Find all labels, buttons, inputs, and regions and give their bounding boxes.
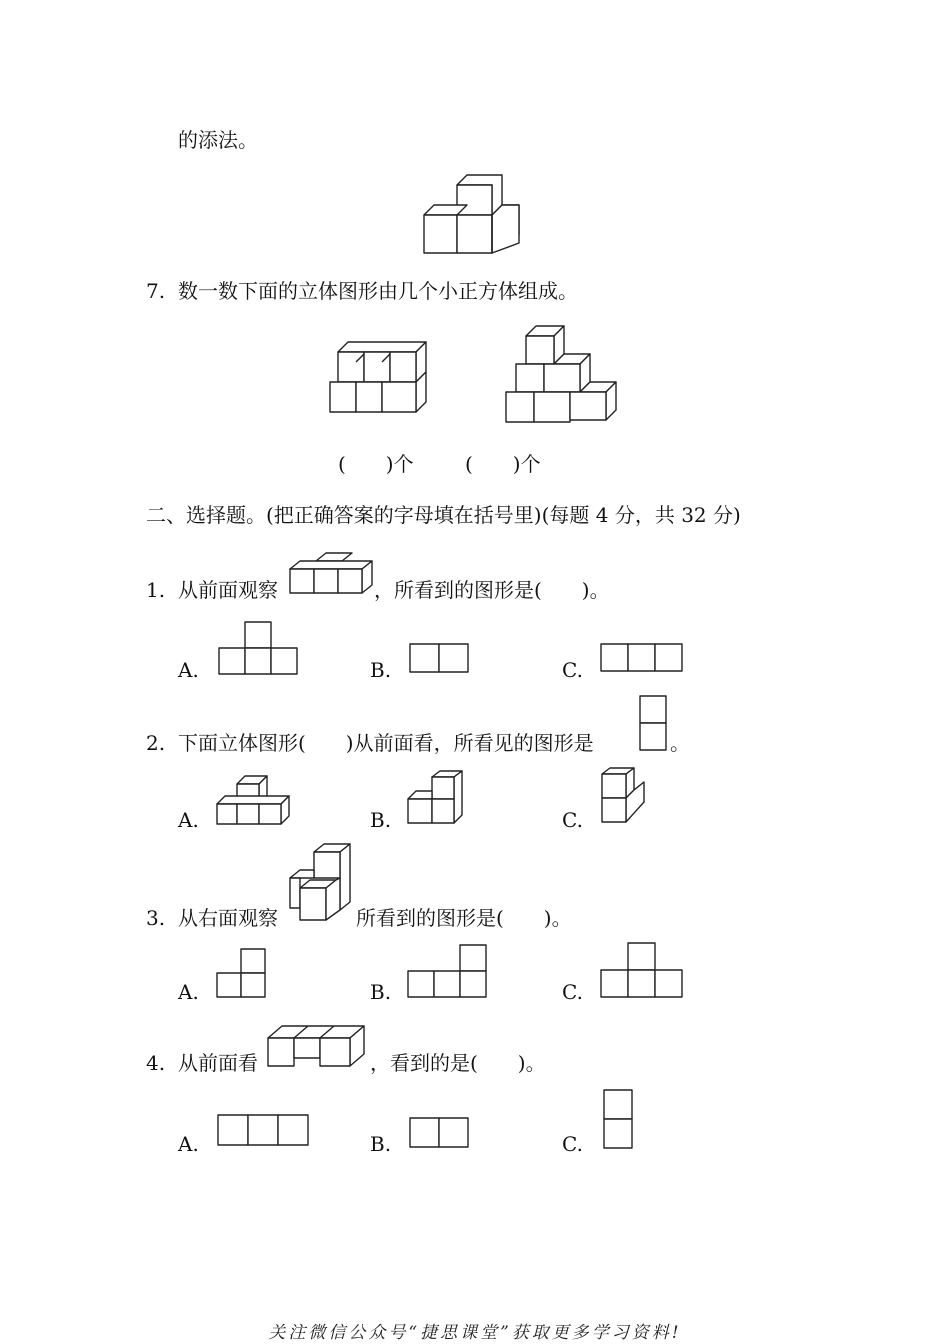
q1-option-a-figure [218, 620, 302, 676]
q2-question-figure [638, 694, 670, 754]
q3-option-b[interactable]: B. [370, 980, 392, 1004]
q3-text-before: 从右面观察 [178, 906, 278, 930]
q2-option-a[interactable]: A. [178, 808, 199, 832]
q4-option-c-figure [602, 1088, 634, 1152]
q4-option-a[interactable]: A. [178, 1132, 199, 1156]
q1-question-figure [288, 551, 378, 595]
q1-text-after: ，所看到的图形是( )。 [374, 578, 610, 602]
q2-option-b[interactable]: B. [370, 808, 392, 832]
q4-option-b-figure [409, 1116, 471, 1150]
intro-line: 的添法。 [178, 128, 258, 152]
q4-question-figure [266, 1022, 370, 1070]
q7-text: 数一数下面的立体图形由几个小正方体组成。 [178, 279, 578, 303]
q2-text-after: 。 [670, 731, 690, 755]
q7-left-cube-figure [328, 342, 432, 416]
q3-question-figure [288, 842, 356, 924]
q2-option-a-figure [215, 774, 293, 826]
q4-option-a-figure [217, 1113, 313, 1149]
q3-option-c[interactable]: C. [562, 980, 583, 1004]
q3-option-b-figure [408, 943, 490, 999]
q2-number: 2. [146, 731, 166, 755]
intro-cube-figure [422, 175, 522, 257]
q1-number: 1. [146, 578, 166, 602]
q4-text-before: 从前面看 [178, 1051, 258, 1075]
q7-right-cube-figure [504, 326, 619, 432]
q3-text-after: 所看到的图形是( )。 [356, 906, 572, 930]
q1-option-c[interactable]: C. [562, 658, 583, 682]
q1-option-c-figure [600, 642, 686, 674]
q3-option-a[interactable]: A. [178, 980, 199, 1004]
q7-blank-right[interactable]: ( )个 [465, 452, 541, 476]
q4-text-after: ，看到的是( )。 [370, 1051, 546, 1075]
q1-option-b-figure [409, 642, 471, 674]
q1-option-a[interactable]: A. [178, 658, 199, 682]
q1-option-b[interactable]: B. [370, 658, 392, 682]
q7-number: 7. [146, 279, 166, 303]
section2-heading: 二、选择题。(把正确答案的字母填在括号里)(每题 4 分，共 32 分) [146, 503, 741, 527]
q4-option-c[interactable]: C. [562, 1132, 583, 1156]
q2-option-b-figure [406, 769, 466, 827]
q4-option-b[interactable]: B. [370, 1132, 392, 1156]
q4-number: 4. [146, 1051, 166, 1075]
q1-text-before: 从前面观察 [178, 578, 278, 602]
q3-option-c-figure [600, 941, 686, 999]
footer-note: 关注微信公众号“捷思课堂”获取更多学习资料! [268, 1323, 682, 1343]
q3-number: 3. [146, 906, 166, 930]
q2-option-c-figure [600, 766, 648, 828]
q2-option-c[interactable]: C. [562, 808, 583, 832]
q2-text-before: 下面立体图形( )从前面看，所看见的图形是 [178, 731, 594, 755]
q7-blank-left[interactable]: ( )个 [338, 452, 414, 476]
q3-option-a-figure [216, 947, 268, 999]
